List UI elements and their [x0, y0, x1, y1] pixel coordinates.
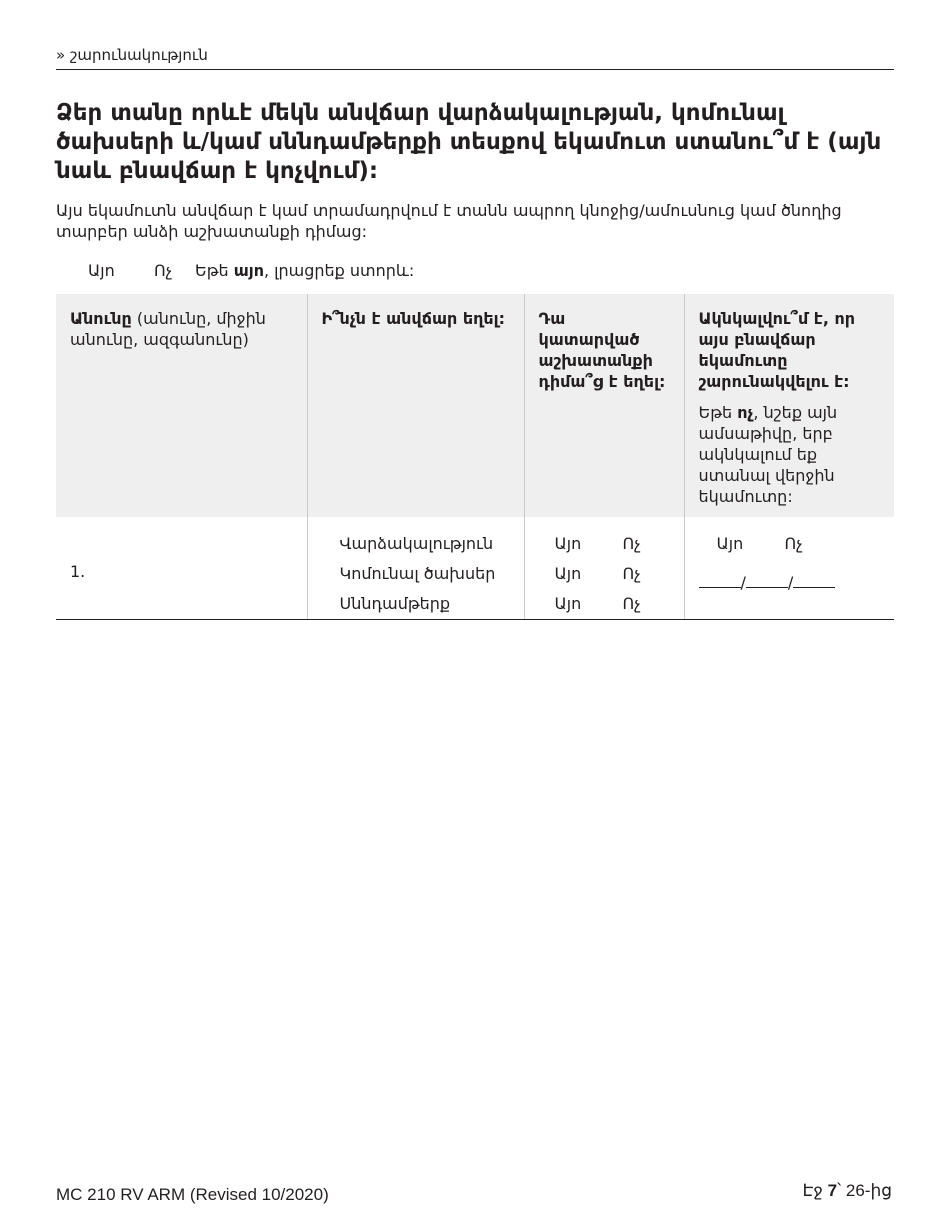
date-year-blank[interactable] [793, 575, 835, 588]
in-kind-income-table [56, 294, 894, 620]
answer-instruction: Եթե այո, լրացրեք ստորև: [195, 261, 415, 280]
header-expected: Ակնկալվու՞մ է, որ այս բնավճար եկամուտը շարունակվելու է: Եթե ոչ, նշեք այն ամսաթիվը, երբ ակնկալում եք ստանալ վերջին եկամուտը: [684, 294, 894, 517]
continue-yes-option[interactable]: Այո [716, 534, 744, 553]
answer-no-option[interactable]: Ոչ [154, 261, 173, 280]
header-name: Անունը (անունը, միջին անունը, ազգանունը) [56, 294, 307, 517]
section-title: Ձեր տանը որևէ մեկն անվճար վարձակալության, կոմունալ ծախսերի և/կամ սննդամթերքի տեսքով եկամուտ ստանու՞մ է (այն նաև բնավճար է կոչվում): [56, 100, 882, 184]
expected-cell [684, 517, 894, 620]
utilities-yes-option[interactable]: Այո [554, 564, 582, 583]
date-month-blank[interactable] [699, 575, 741, 588]
type-food: Սննդամթերք [339, 594, 451, 613]
header-for-work: Դա կատարված աշխատանքի դիմա՞ց է եղել: [524, 294, 684, 517]
utilities-no-option[interactable]: Ոչ [622, 564, 641, 583]
answer-yes-option[interactable]: Այո [88, 261, 115, 280]
food-no-option[interactable]: Ոչ [622, 594, 641, 613]
rent-no-option[interactable]: Ոչ [622, 534, 641, 553]
for-work-cell [524, 517, 684, 620]
name-cell[interactable] [56, 517, 307, 620]
table-row [56, 517, 894, 620]
header-what-free: Ի՞նչն է անվճար եղել: [307, 294, 524, 517]
type-utilities: Կոմունալ ծախսեր [339, 564, 496, 583]
page-number: Էջ 7՝ 26-ից [802, 1181, 892, 1200]
last-income-date-field[interactable]: / / [699, 573, 836, 592]
rent-yes-option[interactable]: Այո [554, 534, 582, 553]
table-header-row [56, 294, 894, 517]
header-expected-note: Եթե ոչ, նշեք այն ամսաթիվը, երբ ակնկալում եք ստանալ վերջին եկամուտը: [698, 403, 838, 506]
type-rent: Վարձակալություն [339, 534, 494, 553]
row-number: 1. [70, 562, 86, 581]
date-day-blank[interactable] [746, 575, 788, 588]
types-cell [307, 517, 524, 620]
breadcrumb: » շարունակություն [56, 46, 208, 64]
form-id: MC 210 RV ARM (Revised 10/2020) [56, 1185, 329, 1204]
section-intro: Այս եկամուտն անվճար է կամ տրամադրվում է տանն ապրող կնոջից/ամուսնուց կամ ծնողից տարբեր անձի աշխատանքի դիմաց: [56, 201, 842, 241]
food-yes-option[interactable]: Այո [554, 594, 582, 613]
page [56, 0, 894, 1230]
continue-no-option[interactable]: Ոչ [784, 534, 803, 553]
header-divider [56, 69, 894, 70]
